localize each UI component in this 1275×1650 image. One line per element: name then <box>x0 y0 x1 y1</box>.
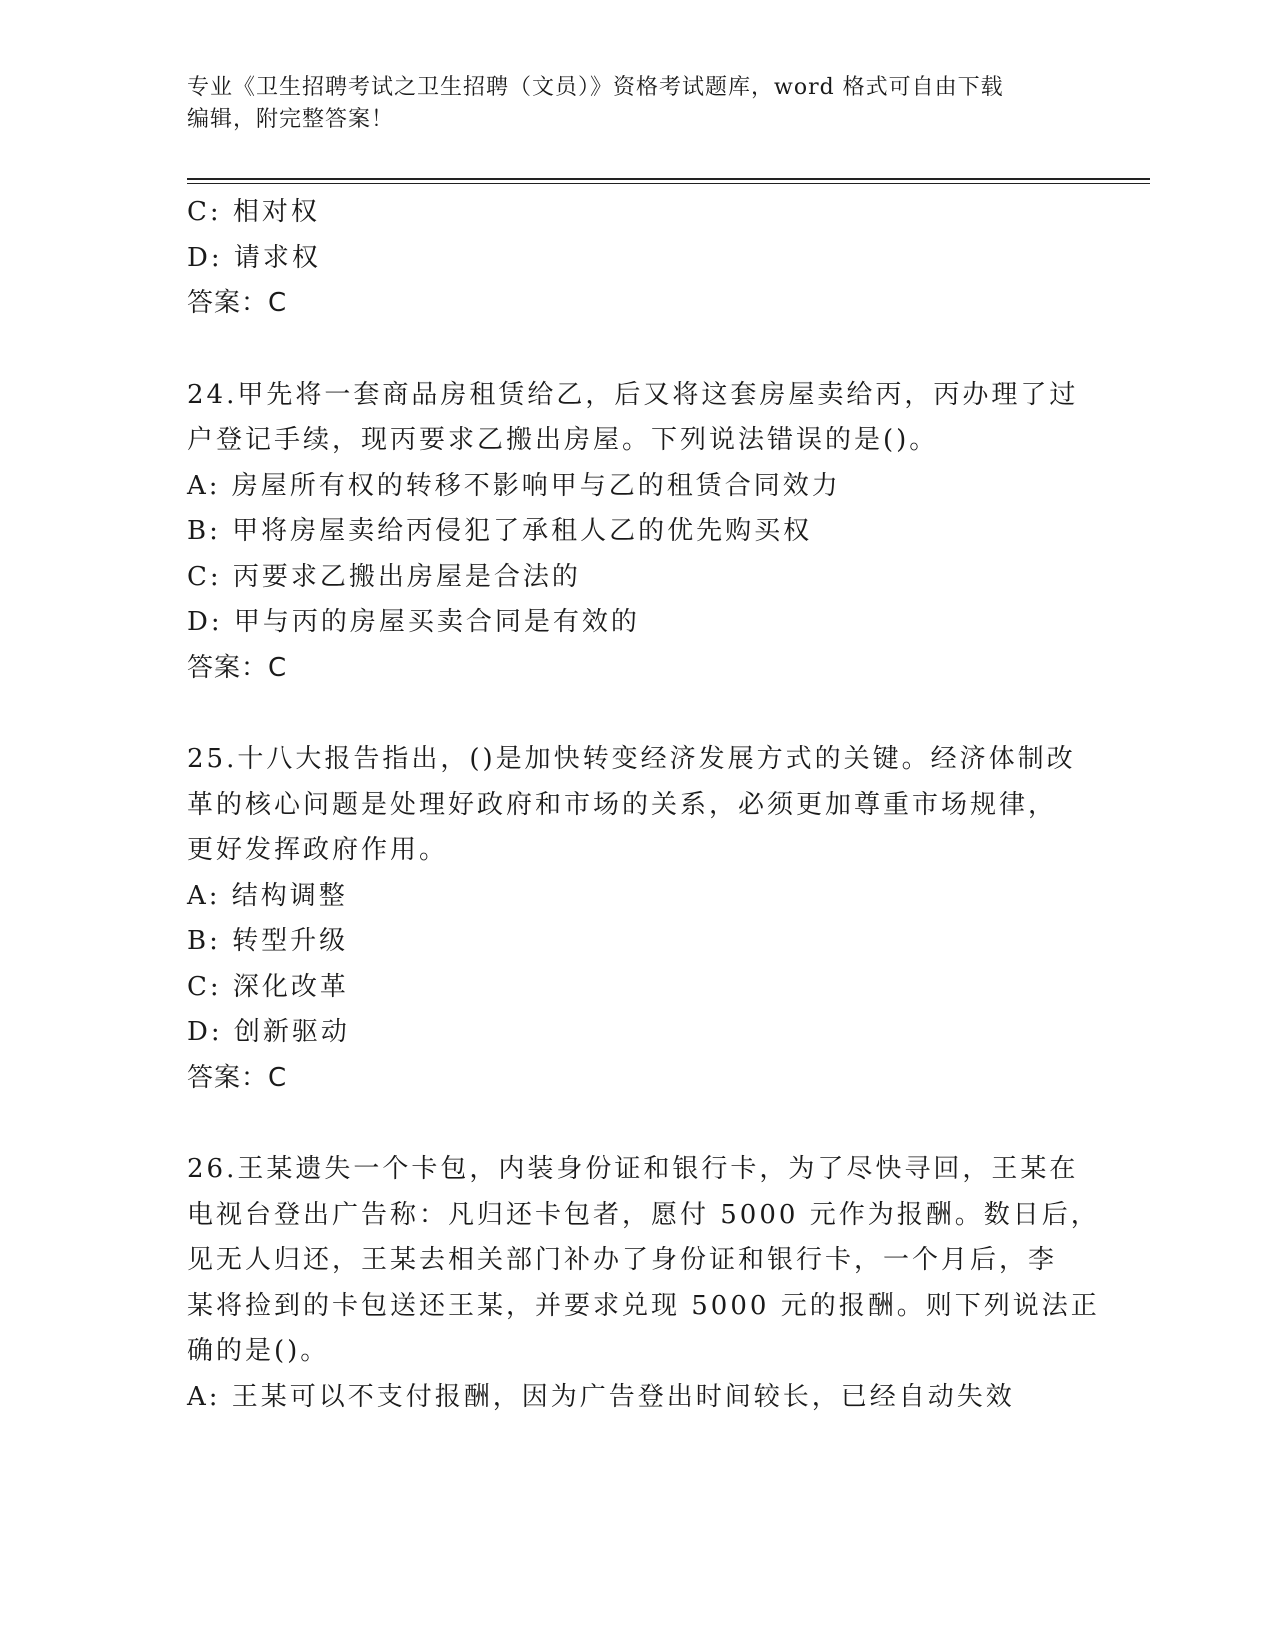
option-c: C: 相对权 <box>187 197 320 227</box>
question-text-line: 更好发挥政府作用。 <box>187 835 449 865</box>
question-text-line: 24.甲先将一套商品房租赁给乙，后又将这套房屋卖给丙，丙办理了过 <box>187 379 1079 410</box>
option-d: D: 创新驱动 <box>187 1017 350 1047</box>
question-text-line: 革的核心问题是处理好政府和市场的关系，必须更加尊重市场规律， <box>187 789 1058 820</box>
prev-question <box>187 190 1067 327</box>
option-a: A: 结构调整 <box>187 880 348 911</box>
answer-line: 答案：C <box>187 288 288 318</box>
question-text-line: 26.王某遗失一个卡包，内装身份证和银行卡，为了尽快寻回，王某在 <box>187 1154 1079 1184</box>
question-text-line: 某将捡到的卡包送还王某，并要求兑现 5000 元的报酬。则下列说法正 <box>187 1290 1100 1321</box>
option-b: B: 转型升级 <box>187 926 349 956</box>
answer-line: 答案：C <box>187 1062 288 1093</box>
page-header <box>187 72 1067 136</box>
question-text-line: 25.十八大报告指出，()是加快转变经济发展方式的关键。经济体制改 <box>187 744 1076 774</box>
question-text-line: 见无人归还，王某去相关部门补办了身份证和银行卡，一个月后，李 <box>187 1245 1058 1275</box>
option-a: A: 王某可以不支付报酬，因为广告登出时间较长，已经自动失效 <box>187 1381 1015 1412</box>
question-text-line: 户登记手续，现丙要求乙搬出房屋。下列说法错误的是()。 <box>187 425 939 455</box>
header-line-1: 专业《卫生招聘考试之卫生招聘（文员）》资格考试题库，word 格式可自由下载 <box>187 75 1004 100</box>
option-d: D: 甲与丙的房屋买卖合同是有效的 <box>187 607 640 637</box>
header-rule-thin <box>187 183 1150 184</box>
option-c: C: 深化改革 <box>187 971 349 1002</box>
option-c: C: 丙要求乙搬出房屋是合法的 <box>187 561 581 592</box>
header-line-2: 编辑，附完整答案！ <box>187 107 395 132</box>
option-b: B: 甲将房屋卖给丙侵犯了承租人乙的优先购买权 <box>187 516 813 546</box>
question-text-line: 电视台登出广告称：凡归还卡包者，愿付 5000 元作为报酬。数日后， <box>187 1199 1100 1230</box>
header-rule-thick <box>187 178 1150 180</box>
question-25 <box>187 737 1076 1101</box>
option-a: A: 房屋所有权的转移不影响甲与乙的租赁合同效力 <box>187 470 841 501</box>
question-24 <box>187 373 1079 692</box>
document-body <box>187 190 1100 1420</box>
answer-line: 答案：C <box>187 652 288 683</box>
option-d: D: 请求权 <box>187 242 321 273</box>
question-26 <box>187 1147 1100 1420</box>
question-text-line: 确的是()。 <box>187 1336 330 1366</box>
